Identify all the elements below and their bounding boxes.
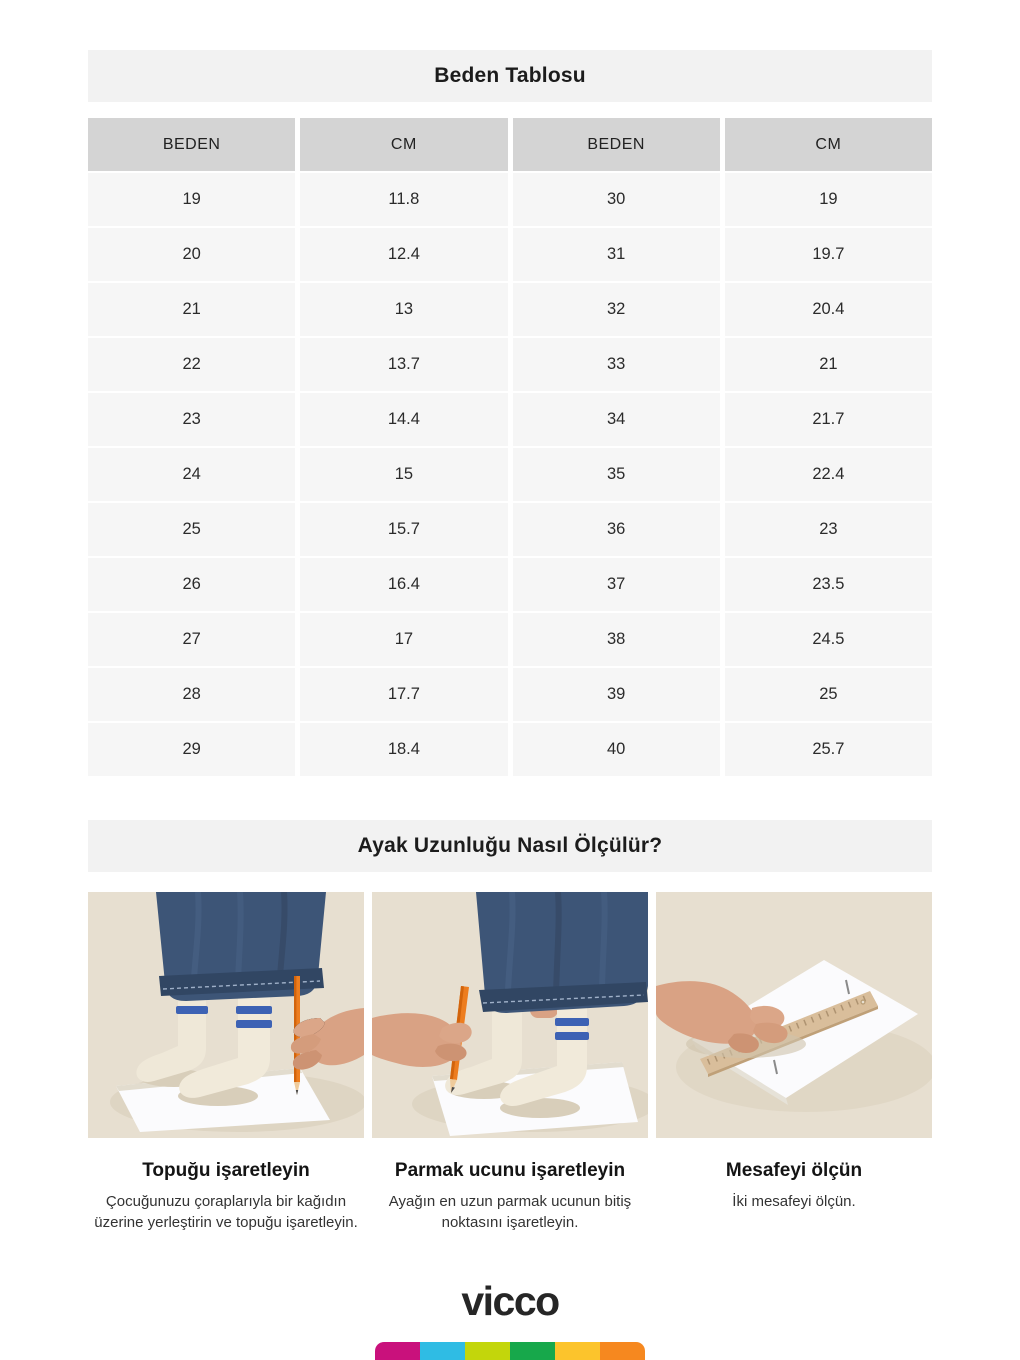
size-cell: 23.5	[725, 558, 932, 611]
size-cell: 25	[725, 668, 932, 721]
size-cell: 33	[513, 338, 720, 391]
vicco-logo: vicco	[461, 1278, 559, 1324]
measure-distance-illustration	[656, 892, 932, 1138]
size-table-title: Beden Tablosu	[434, 64, 586, 87]
size-cell: 17	[300, 613, 507, 666]
jeans	[468, 892, 648, 1013]
size-cell: 26	[88, 558, 295, 611]
size-table-header-bar	[88, 50, 932, 102]
size-cell: 19.7	[725, 228, 932, 281]
measure-step-3	[656, 892, 932, 1234]
size-cell: 17.7	[300, 668, 507, 721]
mark-heel-photo	[88, 892, 364, 1138]
size-cell: 32	[513, 283, 720, 336]
size-cell: 39	[513, 668, 720, 721]
step-description: Çocuğunuzu çoraplarıyla bir kağıdın üzerine yerleştirin ve topuğu işaretleyin.	[94, 1193, 358, 1232]
size-cell: 13.7	[300, 338, 507, 391]
brand-color-segment	[555, 1342, 600, 1360]
brand-color-segment	[510, 1342, 555, 1360]
size-cell: 22	[88, 338, 295, 391]
step-description: İki mesafeyi ölçün.	[732, 1193, 856, 1210]
size-cell: 34	[513, 393, 720, 446]
step-title: Mesafeyi ölçün	[725, 1160, 863, 1181]
size-cell: 21.7	[725, 393, 932, 446]
size-cell: 11.8	[300, 173, 507, 226]
measure-guide-header-bar	[88, 820, 932, 872]
size-cell: 21	[88, 283, 295, 336]
size-cell: 18.4	[300, 723, 507, 776]
size-table-column-header: CM	[725, 118, 932, 171]
size-cell: 25.7	[725, 723, 932, 776]
size-cell: 20.4	[725, 283, 932, 336]
size-table	[88, 118, 932, 776]
mark-toe-photo	[372, 892, 648, 1138]
mark-heel-illustration	[88, 892, 364, 1138]
measure-step-1	[88, 892, 364, 1234]
brand-color-segment	[465, 1342, 510, 1360]
size-cell: 16.4	[300, 558, 507, 611]
measure-guide-title: Ayak Uzunluğu Nasıl Ölçülür?	[357, 834, 663, 857]
size-cell: 24.5	[725, 613, 932, 666]
footer	[0, 1278, 1020, 1324]
brand-color-segment	[420, 1342, 465, 1360]
size-cell: 38	[513, 613, 720, 666]
size-cell: 31	[513, 228, 720, 281]
size-cell: 19	[88, 173, 295, 226]
size-cell: 28	[88, 668, 295, 721]
measure-step-2	[372, 892, 648, 1234]
mark-toe-illustration	[372, 892, 648, 1138]
step-caption	[656, 1160, 932, 1212]
size-cell: 23	[725, 503, 932, 556]
size-cell: 35	[513, 448, 720, 501]
step-title: Topuğu işaretleyin	[142, 1160, 310, 1181]
size-cell: 23	[88, 393, 295, 446]
size-cell: 15.7	[300, 503, 507, 556]
step-title: Parmak ucunu işaretleyin	[394, 1160, 626, 1181]
size-table-column-header: BEDEN	[88, 118, 295, 171]
size-cell: 40	[513, 723, 720, 776]
size-cell: 13	[300, 283, 507, 336]
size-cell: 36	[513, 503, 720, 556]
size-cell: 29	[88, 723, 295, 776]
size-table-column-header: CM	[300, 118, 507, 171]
measure-steps	[88, 892, 932, 1234]
size-cell: 22.4	[725, 448, 932, 501]
step-description: Ayağın en uzun parmak ucunun bitiş noktasını işaretleyin.	[388, 1193, 632, 1232]
size-table-column-header: BEDEN	[513, 118, 720, 171]
size-cell: 30	[513, 173, 720, 226]
size-cell: 14.4	[300, 393, 507, 446]
size-cell: 37	[513, 558, 720, 611]
size-cell: 19	[725, 173, 932, 226]
brand-color-bar	[375, 1342, 645, 1360]
brand-color-segment	[375, 1342, 420, 1360]
step-caption	[88, 1160, 364, 1234]
size-cell: 12.4	[300, 228, 507, 281]
size-cell: 15	[300, 448, 507, 501]
step-caption	[372, 1160, 648, 1234]
size-cell: 24	[88, 448, 295, 501]
size-cell: 27	[88, 613, 295, 666]
brand-color-segment	[600, 1342, 645, 1360]
size-cell: 21	[725, 338, 932, 391]
size-cell: 20	[88, 228, 295, 281]
measure-distance-photo	[656, 892, 932, 1138]
size-cell: 25	[88, 503, 295, 556]
